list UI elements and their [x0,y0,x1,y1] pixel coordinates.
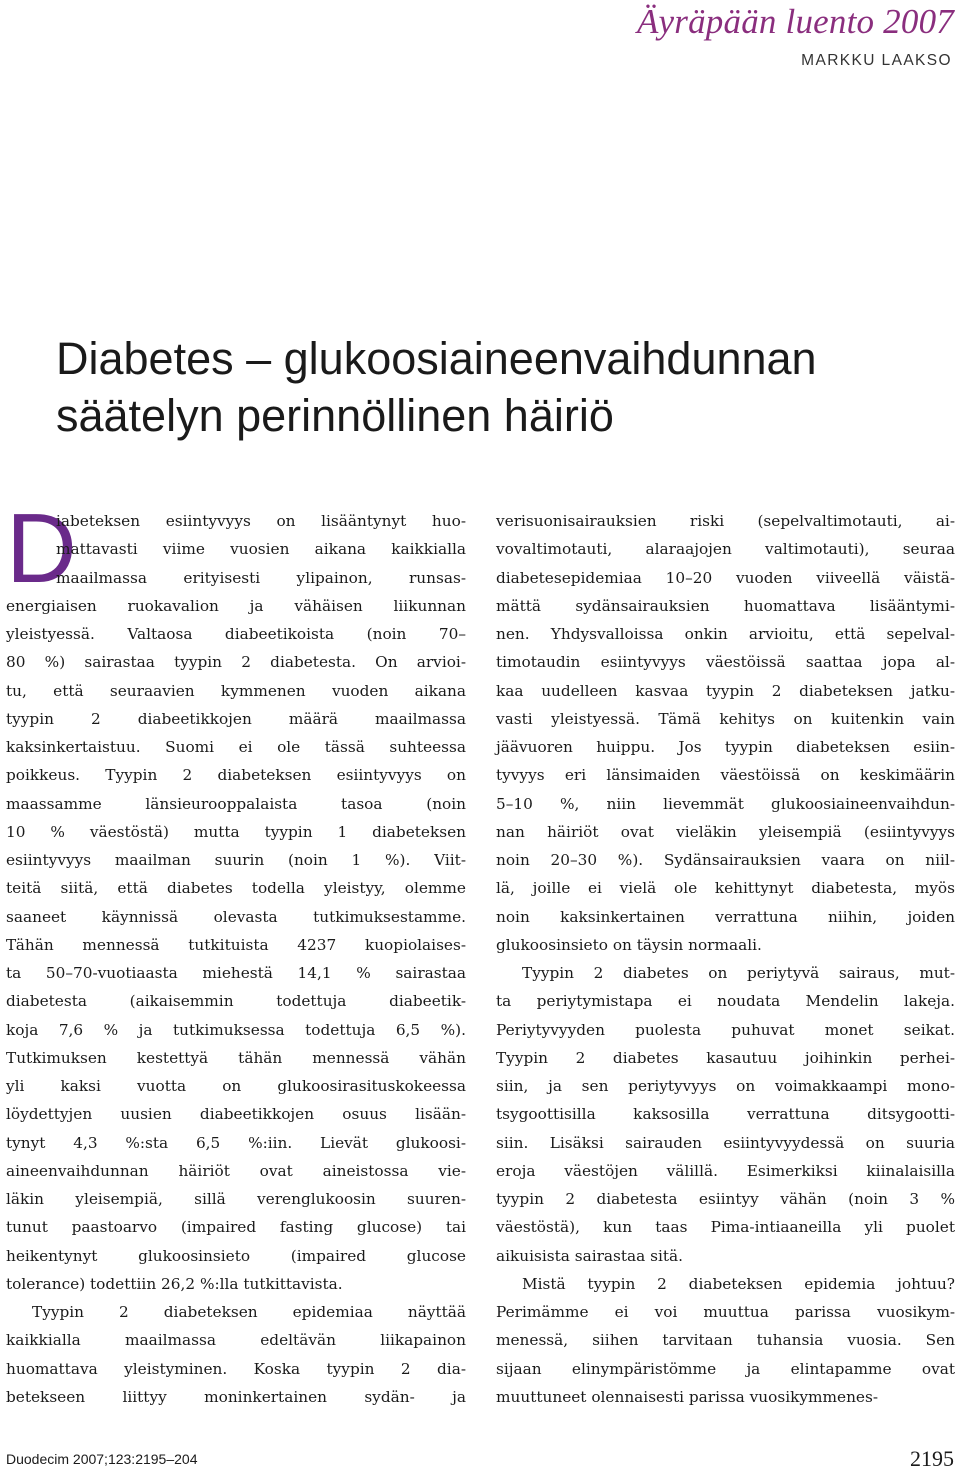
text-line: mattavasti viime vuosien aikana kaikkialla [56,540,466,559]
text-line: väestöstä), kun taas Pima-intiaaneilla yli puolet [496,1218,955,1237]
text-line: vasti yleistyessä. Tämä kehitys on kuitenkin vain [496,709,955,728]
text-line: aineenvaihdunnan häiriöt ovat aineistossa vie- [6,1161,466,1180]
text-line: vovaltimotauti, alaraajojen valtimotauti), seuraa [496,540,955,559]
text-line: aikuisista sairastaa sitä. [496,1246,684,1265]
text-line: ta periytymistapa ei noudata Mendelin lakeja. [496,992,955,1011]
text-line: mättä sydänsairauksien huomattava lisääntymi- [496,596,955,615]
text-line: tyvyys eri länsimaiden väestöissä on keskimäärin [496,766,955,785]
text-line: esiintyvyys maailman suurin (noin 1 %). Viit- [6,851,466,869]
text-line: huomattava yleistyminen. Koska tyypin 2 dia- [6,1359,466,1378]
text-line: yleistyessä. Valtaosa diabeetikoista (noin 70– [6,625,466,643]
text-line: diabetesta (aikaisemmin todettuja diabeetik- [6,992,466,1011]
text-line: tunut paastoarvo (impaired fasting glucose) tai [6,1218,466,1237]
text-line: kaksinkertaistuu. Suomi ei ole tässä suhteessa [6,738,466,756]
text-line: nen. Yhdysvalloissa onkin arvioitu, että sepelval- [496,625,955,643]
text-line: tsygoottisilla kaksosilla verrattuna ditsygootti- [496,1105,955,1124]
text-line: 80 %) sairastaa tyypin 2 diabetesta. On arvioi- [6,653,466,672]
text-line: lä, joille ei vielä ole kehittynyt diabetesta, myös [496,879,955,898]
text-line: Perimämme ei voi muuttua parissa vuosikym- [496,1303,955,1321]
text-line: diabetesepidemiaa 10–20 vuoden viiveellä väistä- [496,568,955,587]
text-line: tyypin 2 diabetesta esiintyy vähän (noin 3 % [496,1190,955,1208]
text-line: Mistä tyypin 2 diabeteksen epidemia johtuu? [522,1274,955,1293]
text-line: 5–10 %, niin lievemmät glukoosiaineenvaihdun- [496,794,955,813]
text-line: poikkeus. Tyypin 2 diabeteksen esiintyvyys on [6,766,466,785]
text-line: tolerance) todettiin 26,2 %:lla tutkittavista. [6,1274,343,1293]
text-line: muuttuneet olennaisesti parissa vuosikymmenes- [496,1387,878,1406]
text-line: koja 7,6 % ja tutkimuksessa todettuja 6,5 %). [6,1020,466,1039]
text-line: jäävuoren huippu. Jos tyypin diabeteksen esiin- [496,738,955,756]
text-line: maassamme länsieurooppalaista tasoa (noin [6,794,466,813]
text-line: Tutkimuksen kestettyä tähän mennessä vähän [6,1048,466,1067]
text-line: Tyypin 2 diabetes on periytyvä sairaus, mut- [522,964,955,982]
author-name: MARKKU LAAKSO [801,52,952,69]
text-line: Periytyvyyden puolesta puhuvat monet seikat. [496,1020,955,1039]
text-line: Tyypin 2 diabeteksen epidemiaa näyttää [32,1303,466,1321]
text-line: heikentynyt glukoosinsieto (impaired glucose [6,1246,466,1265]
text-line: sijaan elinympäristömme ja elintapamme ovat [496,1359,955,1378]
series-title: Äyräpään luento 2007 [636,2,954,41]
text-line: Tyypin 2 diabetes kasautuu joihinkin perhei- [496,1048,955,1067]
text-line: eroja väestöjen välillä. Esimerkiksi kiinalaisilla [496,1161,955,1180]
text-line: tynyt 4,3 %:sta 6,5 %:iin. Lievät glukoosi- [6,1133,466,1152]
text-line: saaneet käynnissä olevasta tutkimuksestamme. [6,907,466,926]
text-line: tu, että seuraavien kymmenen vuoden aikana [6,681,466,700]
text-line: noin kaksinkertainen verrattuna niihin, joiden [496,907,955,926]
text-line: ta 50–70-vuotiaasta miehestä 14,1 % sairastaa [6,964,466,982]
page-number: 2195 [910,1446,954,1471]
article-title-line-1: Diabetes – glukoosiaineenvaihdunnan [56,333,817,384]
text-line: Tähän mennessä tutkituista 4237 kuopiolaises- [6,935,466,954]
text-line: energiaisen ruokavalion ja vähäisen liikunnan [6,596,466,615]
text-line: glukoosinsieto on täysin normaali. [496,935,762,954]
text-line: 10 % väestöstä) mutta tyypin 1 diabeteksen [6,822,466,841]
text-line: noin 20–30 %). Sydänsairauksien vaara on niil- [496,851,955,869]
drop-cap: D [6,493,77,603]
text-line: iabeteksen esiintyvyys on lisääntynyt huo- [56,512,466,530]
text-line: verisuonisairauksien riski (sepelvaltimotauti, ai- [496,512,955,530]
text-line: kaa uudelleen kasvaa tyypin 2 diabeteksen jatku- [496,681,955,700]
text-line: löydettyjen uusien diabeetikkojen osuus lisään- [6,1105,466,1124]
text-line: kaikkialla maailmassa edeltävän liikapainon [6,1331,466,1350]
text-line: maailmassa erityisesti ylipainon, runsas- [56,568,466,587]
text-line: läkin yleisempiä, sillä verenglukoosin suuren- [6,1190,466,1208]
text-line: teitä siitä, että diabetes todella yleistyy, olemme [6,879,466,898]
text-line: siin. Lisäksi sairauden esiintyvyydessä on suuria [496,1133,955,1152]
text-line: yli kaksi vuotta on glukoosirasituskokeessa [6,1077,466,1095]
right-column [496,507,955,1411]
article-title-line-2: säätelyn perinnöllinen häiriö [56,390,614,441]
text-line: tyypin 2 diabeetikkojen määrä maailmassa [6,709,466,728]
text-line: timotaudin esiintyvyys väestöissä saattaa jopa al- [496,653,955,672]
journal-citation: Duodecim 2007;123:2195–204 [6,1451,198,1467]
left-column [6,507,466,1411]
text-line: nan häiriöt ovat vieläkin yleisempiä (esiintyvyys [496,822,955,841]
text-line: menessä, siihen tarvitaan tuhansia vuosia. Sen [496,1331,955,1350]
article-title [56,330,936,444]
text-line: betekseen liittyy moninkertainen sydän- ja [6,1387,466,1406]
text-line: siin, ja sen periytyvyys on voimakkaampi mono- [496,1077,955,1095]
